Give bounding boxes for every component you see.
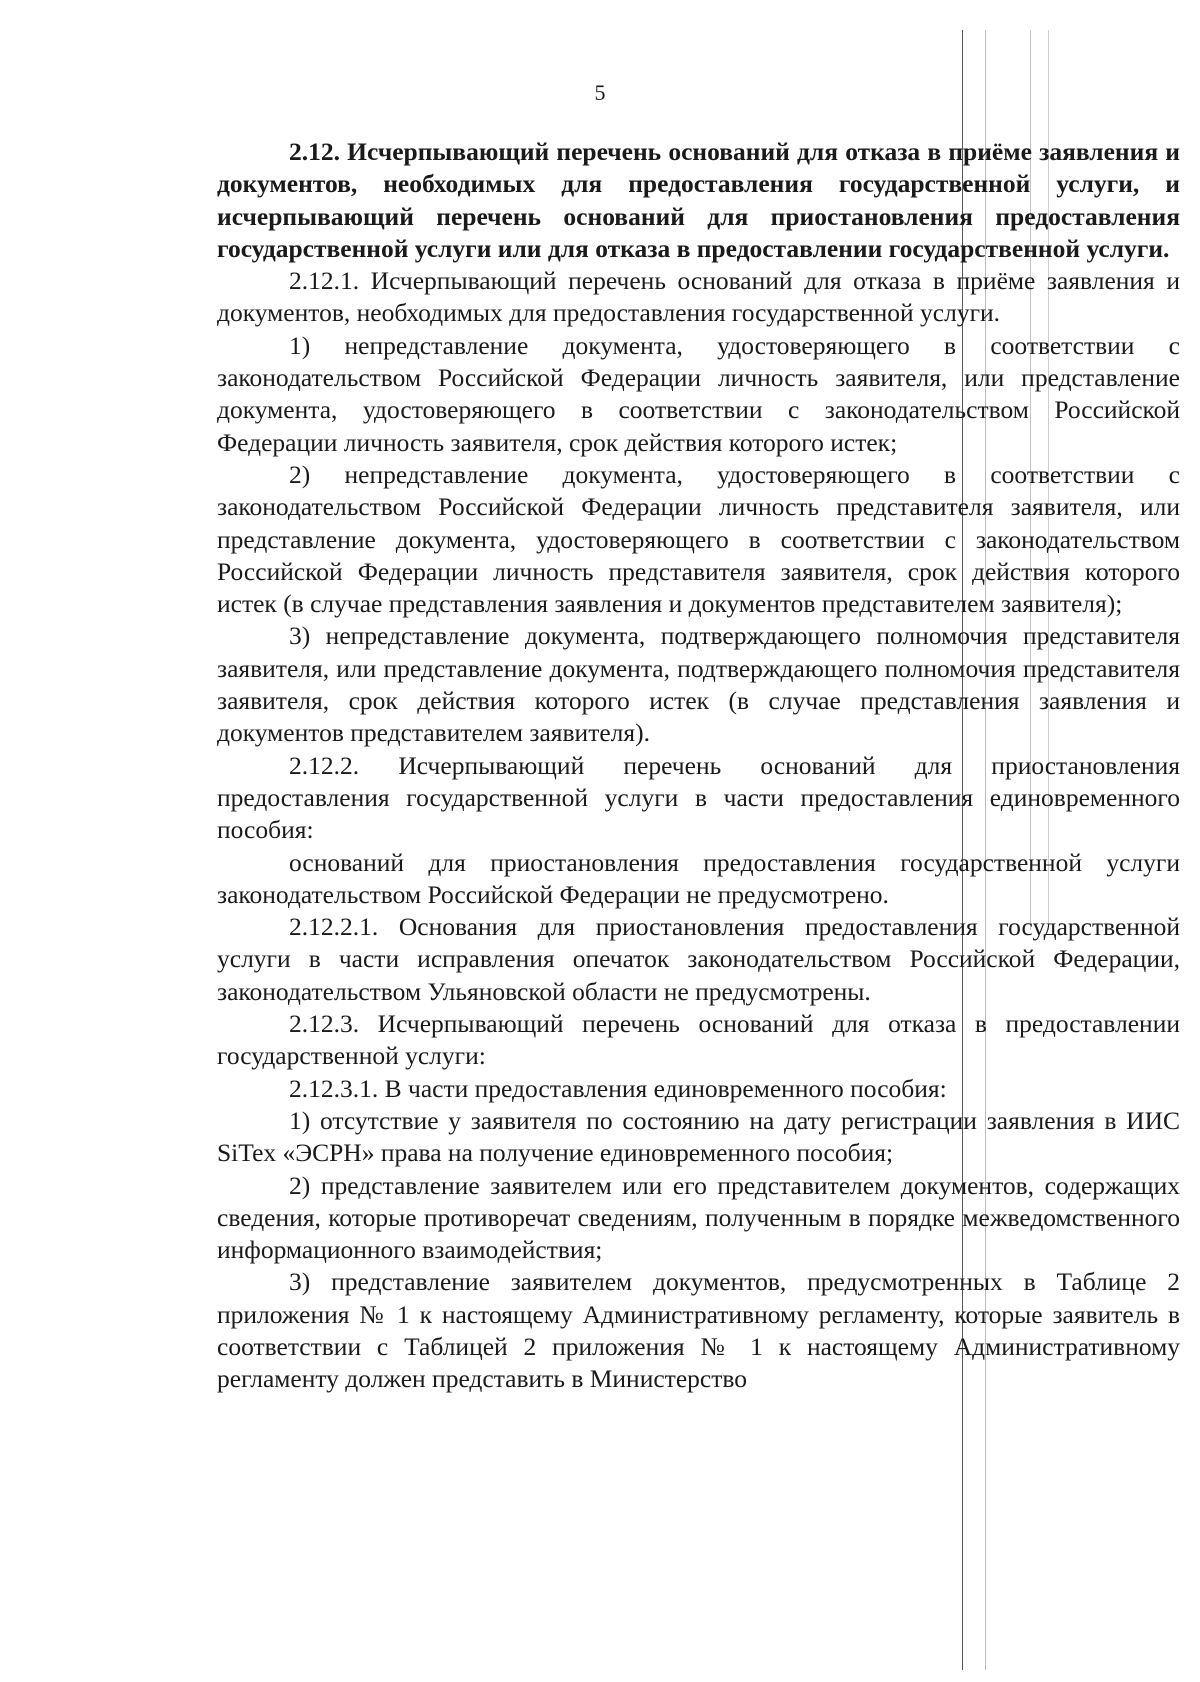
paragraph: 2.12.1. Исчерпывающий перечень оснований для отказа в приёме заявления и документов, необходимых для предоставления государственной услуги.	[217, 266, 1180, 328]
list-item: 3) непредставление документа, подтверждающего полномочия представителя заявителя, или представление документа, подтверждающего полномочия представителя заявителя, срок действия которого истек (в случае представления заявления и документов представителем заявителя).	[217, 621, 1180, 748]
list-item: 1) непредставление документа, удостоверяющего в соответствии с законодательством Российской Федерации личность заявителя, или представление документа, удостоверяющего в соответствии с законодательством Российской Федерации личность заявителя, срок действия которого истек;	[217, 330, 1180, 457]
paragraph: 2.12.2. Исчерпывающий перечень оснований для приостановления предоставления государственной услуги в части предоставления единовременного пособия:	[217, 750, 1180, 845]
page-number: 5	[594, 80, 606, 105]
section-heading: 2.12. Исчерпывающий перечень оснований для отказа в приёме заявления и документов, необходимых для предоставления государственной услуги, и исчерпывающий перечень оснований для приостановления предоставления государственной услуги или для отказа в предоставлении государственной услуги.	[217, 137, 1180, 263]
paragraph: 2.12.2.1. Основания для приостановления предоставления государственной услуги в части исправления опечаток законодательством Российской Федерации, законодательством Ульяновской области не предусмотрены.	[217, 912, 1180, 1006]
document-body	[217, 136, 1180, 1396]
paragraph: 2.12.3. Исчерпывающий перечень оснований для отказа в предоставлении государственной услуги:	[217, 1009, 1180, 1071]
list-item: 2) непредставление документа, удостоверяющего в соответствии с законодательством Российской Федерации личность представителя заявителя, или представление документа, удостоверяющего в соответствии с законодательством Российской Федерации личность представителя заявителя, срок действия которого истек (в случае представления заявления и документов представителем заявителя);	[217, 459, 1180, 619]
list-item: 2) представление заявителем или его представителем документов, содержащих сведения, которые противоречат сведениям, полученным в порядке межведомственного информационного взаимодействия;	[217, 1170, 1180, 1265]
paragraph: 2.12.3.1. В части предоставления единовременного пособия:	[289, 1073, 947, 1103]
list-item: 1) отсутствие у заявителя по состоянию на дату регистрации заявления в ИИС SiTex «ЭСРН» права на получение единовременного пособия;	[217, 1105, 1180, 1168]
list-item: 3) представление заявителем документов, предусмотренных в Таблице 2 приложения № 1 к настоящему Административному регламенту, которые заявитель в соответствии с Таблицей 2 приложения № 1 к настоящему Административному регламенту должен представить в Министерство	[217, 1267, 1180, 1394]
paragraph: оснований для приостановления предоставления государственной услуги законодательством Российской Федерации не предусмотрено.	[217, 847, 1180, 909]
